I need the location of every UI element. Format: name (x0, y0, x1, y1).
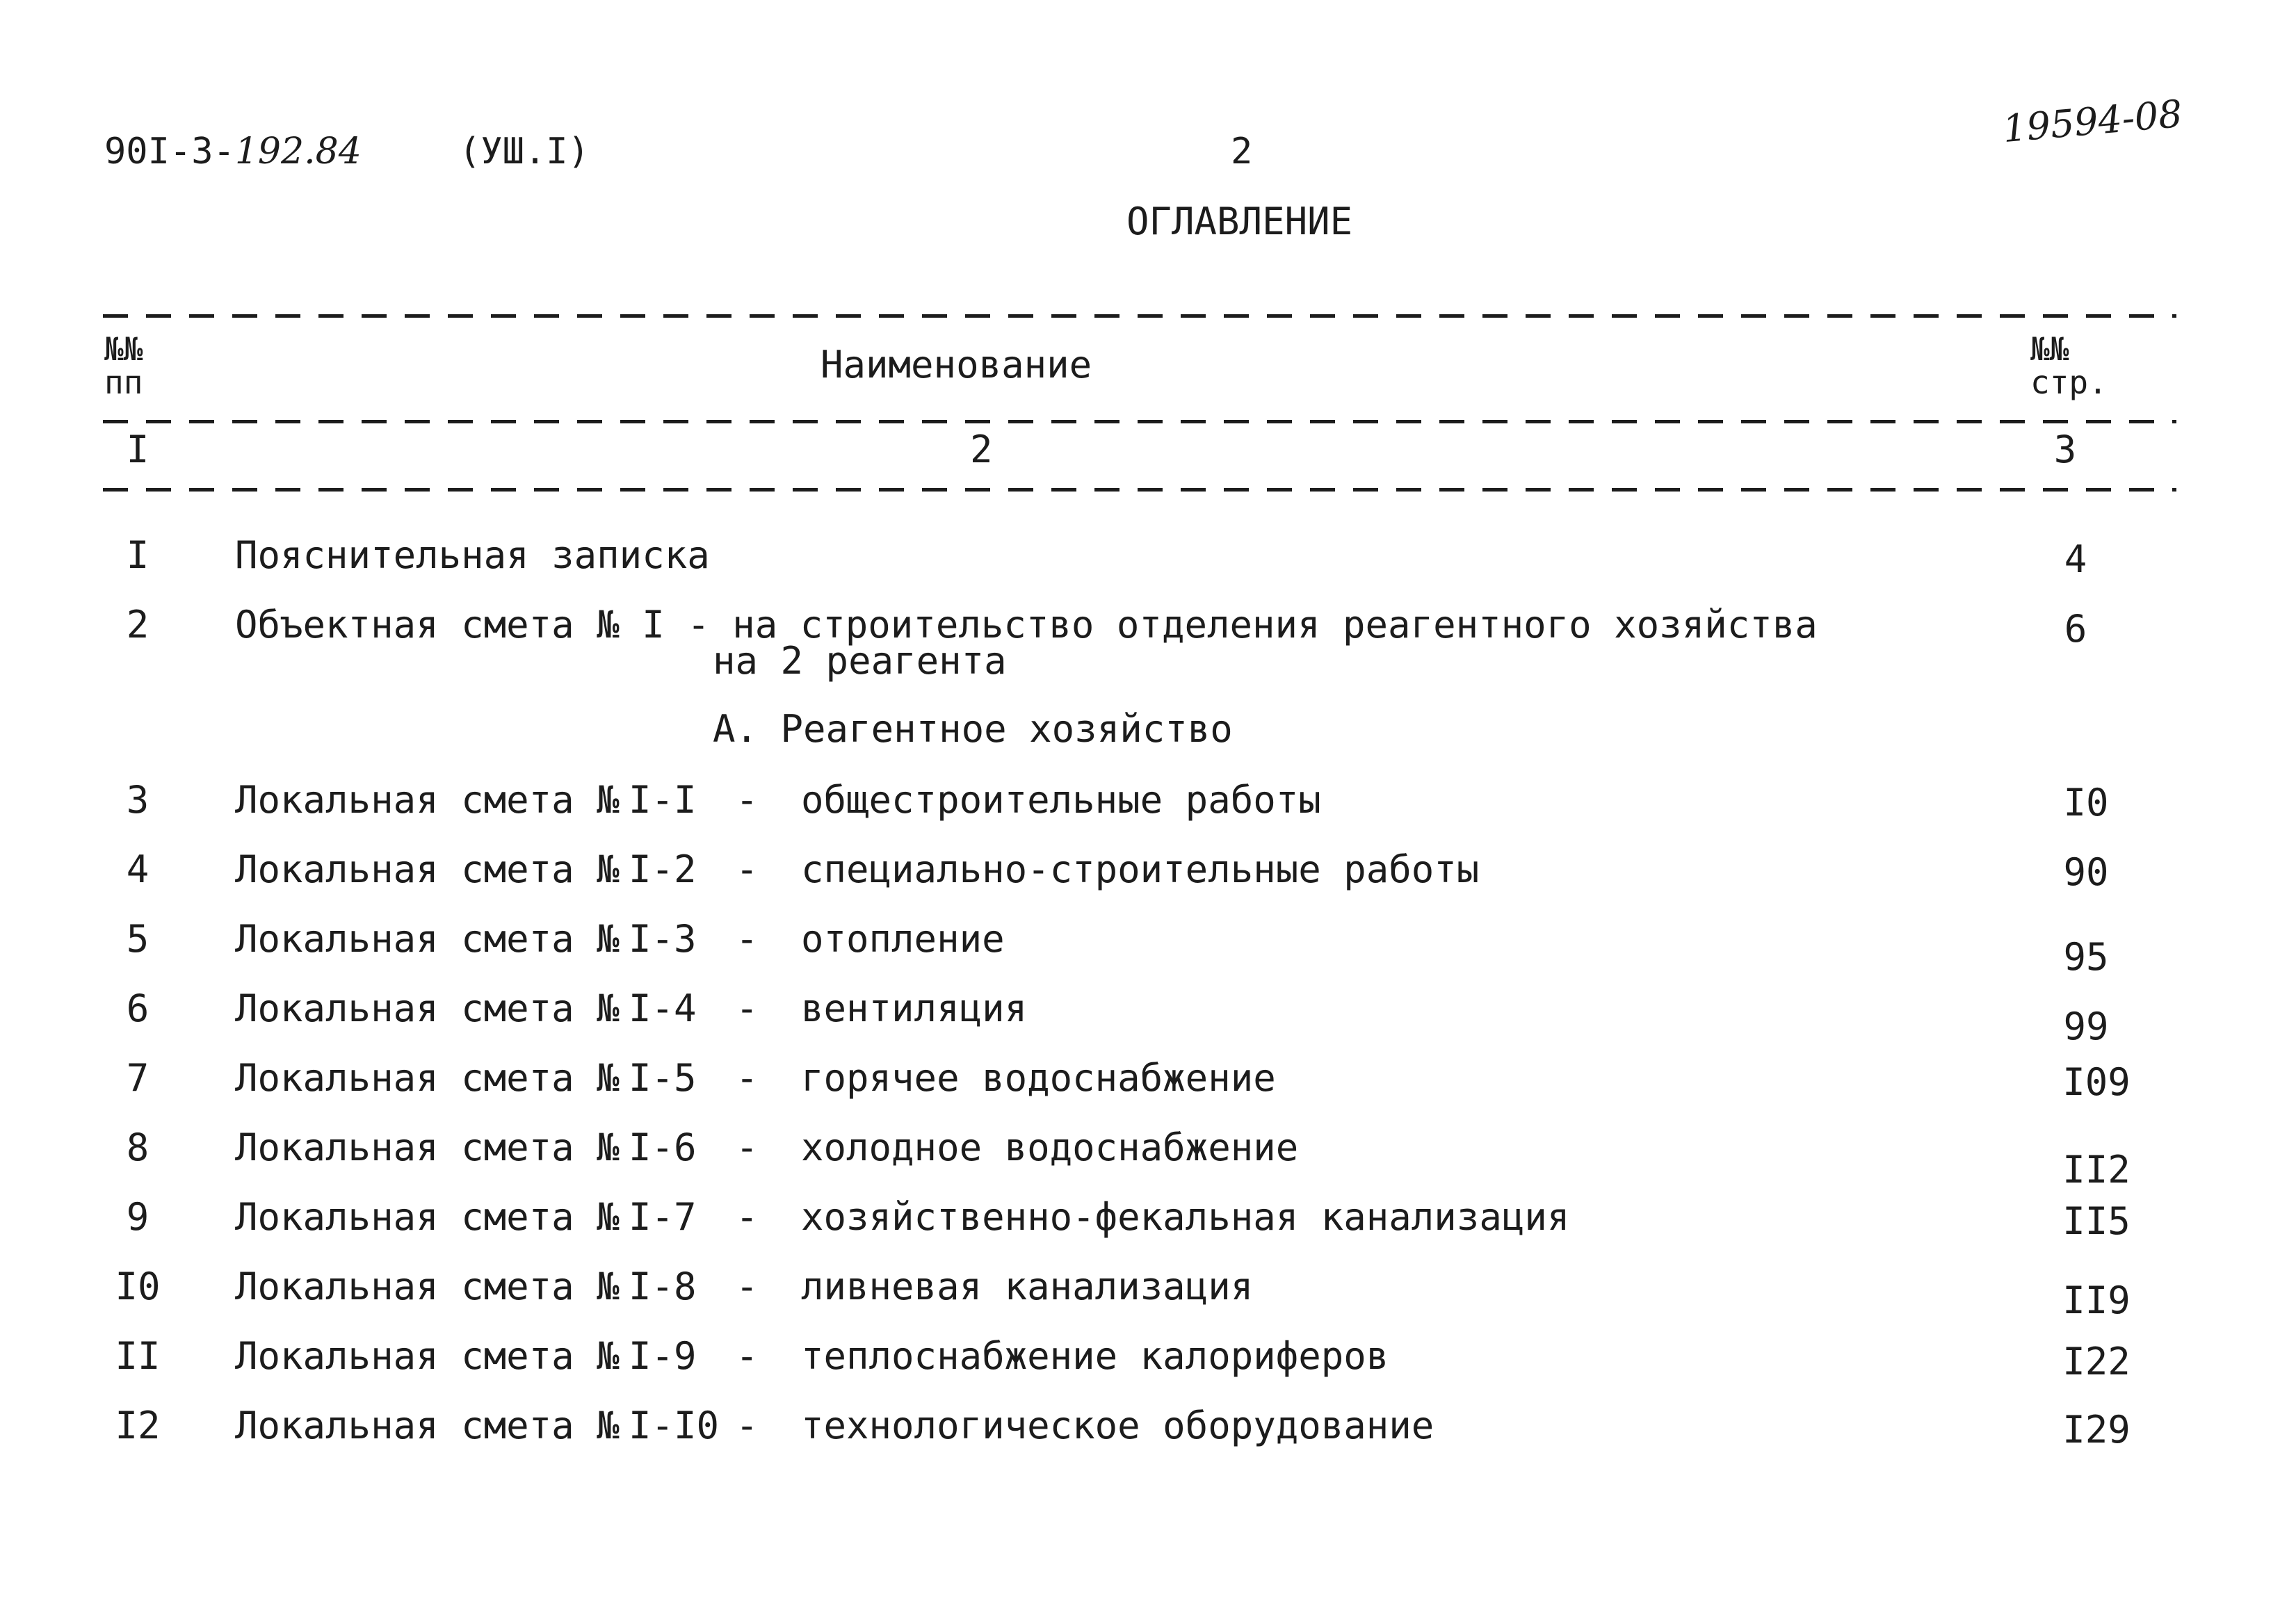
column-header-name: Наименование (820, 343, 1092, 387)
row-prefix: Локальная смета № (235, 1126, 620, 1169)
row-prefix: Локальная смета № (235, 917, 620, 961)
column-header-number-line1: №№ (104, 330, 143, 368)
row-number: I (126, 533, 149, 577)
column-number-1: I (126, 428, 149, 471)
row-page: II9 (2062, 1278, 2131, 1322)
column-header-page-line1: №№ (2030, 330, 2069, 368)
column-number-2: 2 (970, 428, 993, 471)
document-code (104, 133, 362, 170)
row-description: технологическое оборудование (801, 1404, 1434, 1447)
row-prefix: Локальная смета № (235, 778, 620, 822)
row-description: вентиляция (801, 986, 1028, 1030)
row-number: 3 (126, 778, 149, 822)
row-page: II2 (2062, 1148, 2131, 1192)
row-page: 90 (2063, 850, 2109, 894)
row-page: I29 (2062, 1408, 2131, 1452)
row-number: 5 (126, 917, 149, 961)
row-separator: - (736, 1195, 759, 1239)
row-description: общестроительные работы (801, 778, 1321, 822)
row-description: холодное водоснабжение (801, 1126, 1299, 1169)
row-description: отопление (801, 917, 1005, 961)
row-code: I-I (629, 778, 697, 822)
row-code: I-7 (629, 1195, 697, 1239)
row-separator: - (736, 1404, 759, 1447)
row-description: хозяйственно-фекальная канализация (801, 1195, 1570, 1239)
page-title: ОГЛАВЛЕНИЕ (1126, 200, 1353, 243)
row-code: I-4 (629, 986, 697, 1030)
row-separator: - (736, 986, 759, 1030)
row-prefix: Локальная смета № (235, 1195, 620, 1239)
row-code: I-3 (629, 917, 697, 961)
column-header-number-line2: пп (104, 364, 143, 402)
table-header-rule (103, 420, 2176, 423)
row-number: I0 (115, 1265, 161, 1308)
row-separator: - (736, 847, 759, 891)
document-code-handwritten: 192.84 (234, 131, 362, 172)
row-prefix: Локальная смета № (235, 1056, 620, 1100)
row-code: I-2 (629, 847, 697, 891)
document-code-typed: 90I-3- (104, 131, 235, 172)
row-separator: - (736, 1126, 759, 1169)
row-number: II (115, 1334, 161, 1378)
row-prefix: Локальная смета № (235, 1265, 620, 1308)
section-heading: А. Реагентное хозяйство (713, 707, 1233, 751)
row-number: I2 (115, 1404, 161, 1447)
row-number: 9 (126, 1195, 149, 1239)
row-separator: - (736, 1265, 759, 1308)
row-title: Объектная смета № I - на строительство отделения реагентного хозяйства (235, 603, 1818, 647)
row-code: I-I0 (629, 1404, 720, 1447)
table-top-rule (103, 314, 2176, 318)
row-number: 4 (126, 847, 149, 891)
row-title: Пояснительная записка (235, 533, 710, 577)
row-separator: - (736, 778, 759, 822)
table-body-rule (103, 488, 2176, 492)
row-page: 95 (2063, 935, 2109, 979)
row-number: 8 (126, 1126, 149, 1169)
row-description: ливневая канализация (801, 1265, 1254, 1308)
row-prefix: Локальная смета № (235, 847, 620, 891)
row-page: I22 (2062, 1340, 2131, 1383)
archive-number-handwritten: 19594-08 (2000, 91, 2184, 152)
row-separator: - (736, 1056, 759, 1100)
row-number: 7 (126, 1056, 149, 1100)
row-code: I-6 (629, 1126, 697, 1169)
row-prefix: Локальная смета № (235, 1404, 620, 1447)
row-separator: - (736, 1334, 759, 1378)
row-prefix: Локальная смета № (235, 986, 620, 1030)
row-description: теплоснабжение калориферов (801, 1334, 1389, 1378)
column-header-page-line2: стр. (2030, 364, 2108, 402)
row-code: I-5 (629, 1056, 697, 1100)
row-page: 4 (2064, 537, 2087, 581)
row-description: специально-строительные работы (801, 847, 1480, 891)
row-description: горячее водоснабжение (801, 1056, 1276, 1100)
page-number: 2 (1231, 131, 1253, 172)
row-number: 6 (126, 986, 149, 1030)
row-page: I0 (2063, 781, 2109, 825)
row-separator: - (736, 917, 759, 961)
row-title-continuation: на 2 реагента (713, 639, 1007, 683)
album-number: (УШ.I) (459, 131, 590, 172)
row-number: 2 (126, 603, 149, 647)
row-code: I-9 (629, 1334, 697, 1378)
column-header-number (104, 332, 143, 400)
row-page: I09 (2062, 1060, 2131, 1104)
row-page: 6 (2064, 607, 2087, 651)
row-page: 99 (2063, 1005, 2109, 1048)
row-prefix: Локальная смета № (235, 1334, 620, 1378)
column-number-3: 3 (2053, 428, 2077, 471)
row-code: I-8 (629, 1265, 697, 1308)
column-header-page (2030, 332, 2108, 400)
row-page: II5 (2062, 1199, 2131, 1243)
